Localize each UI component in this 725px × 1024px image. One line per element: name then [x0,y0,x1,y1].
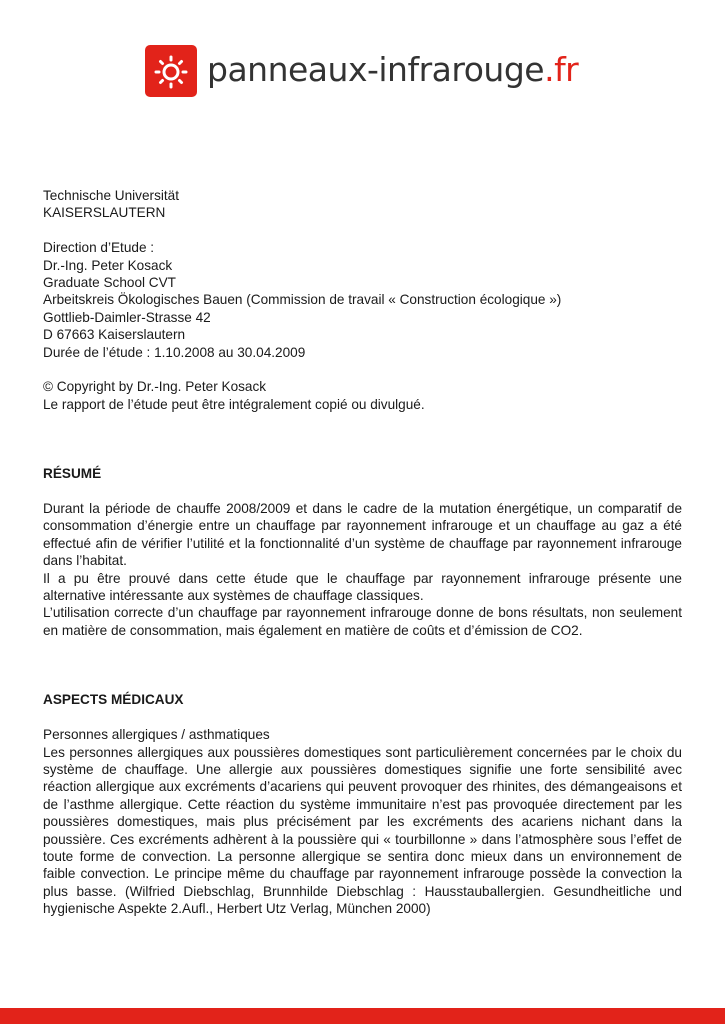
resume-section [43,500,682,639]
university-block [43,187,682,222]
aspects-heading: ASPECTS MÉDICAUX [43,692,184,708]
resume-paragraph: L’utilisation correcte d’un chauffage par rayonnement infrarouge donne de bons résultats, non seulement en matière de consommation, mais également en matière de coûts et d’émission de CO2. [43,605,682,638]
footer-bar [0,1008,725,1024]
direction-line: Arbeitskreis Ökologisches Bauen (Commission de travail « Construction écologique ») [43,292,562,308]
direction-line: Gottlieb-Daimler-Strasse 42 [43,309,211,325]
resume-heading: RÉSUMÉ [43,466,102,482]
resume-paragraph: Durant la période de chauffe 2008/2009 et dans le cadre de la mutation énergétique, un comparatif de consommation d’énergie entre un chauffage par rayonnement infrarouge et un chauffage au gaz a été effectué afin de vérifier l’utilité et la fonctionnalité d’un système de chauffage par rayonnement infrarouge dans l’habitat. [43,501,682,569]
direction-line: Dr.-Ing. Peter Kosack [43,257,173,273]
aspects-subheading: Personnes allergiques / asthmatiques [43,727,270,743]
aspects-paragraph: Les personnes allergiques aux poussières domestiques sont particulièrement concernées par le choix du système de chauffage. Une allergie aux poussières domestiques signifie une forte sensibilité avec réaction allergique aux excréments d’acariens qui peuvent provoquer des rhinites, des démangeaisons et de l’asthme allergique. Cette réaction du système immunitaire n’est pas provoquée directement par les poussières domestiques, mais plus précisément par les excréments des acariens nichant dans la poussière. Ces excréments adhèrent à la poussière qui « tourbillonne » dans l’atmosphère sous l’effet de toute forme de convection. La personne allergique se sentira donc mieux dans un environnement de faible convection. Le principe même du chauffage par rayonnement infrarouge possède la convection la plus basse. (Wilfried Diebschlag, Brunnhilde Diebschlag : Hausstauballergien. Gesundheitliche und hygienische Aspekte 2.Aufl., Herbert Utz Verlag, München 2000) [43,744,682,917]
copyright-line: Le rapport de l’étude peut être intégralement copié ou divulgué. [43,396,425,412]
brand-name-main: panneaux-infrarouge [207,49,545,89]
university-name: Technische Universität [43,188,179,203]
sun-icon [145,45,197,97]
direction-line: Durée de l’étude : 1.10.2008 au 30.04.2009 [43,344,306,360]
brand-name [207,49,579,89]
direction-block [43,239,682,361]
direction-line: Graduate School CVT [43,275,176,291]
document-body [43,187,682,918]
resume-paragraph: Il a pu être prouvé dans cette étude que le chauffage par rayonnement infrarouge présente une alternative intéressante aux systèmes de chauffage classiques. [43,570,682,604]
direction-line: Direction d’Etude : [43,240,155,256]
brand-tld: .fr [544,49,579,89]
copyright-line: © Copyright by Dr.-Ing. Peter Kosack [43,379,267,395]
copyright-block [43,378,682,413]
direction-line: D 67663 Kaiserslautern [43,327,186,343]
university-city: KAISERSLAUTERN [43,205,166,221]
brand-logo [145,44,578,98]
